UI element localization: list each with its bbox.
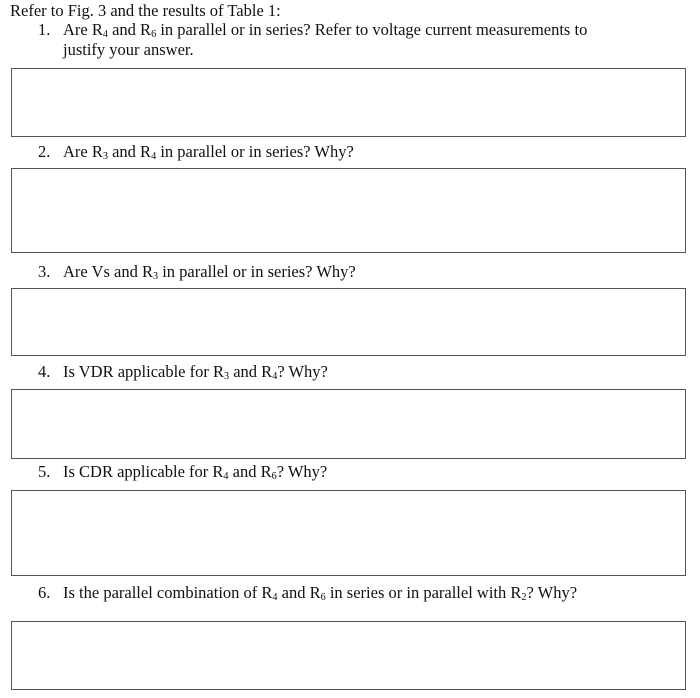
question-number: 5. [38,462,51,481]
question-text-line: Are $R_4$ and $R_6$ in parallel or in series? Refer to voltage current measurements to [63,20,588,41]
answer-box-3[interactable] [11,288,686,356]
answer-box-6[interactable] [11,621,686,690]
question-text: Is the parallel combination of $R_4$ and $R_6$ in series or in parallel with $R_2$? Why? [63,583,578,604]
question-number: 3. [38,262,51,281]
answer-box-1[interactable] [11,68,686,137]
question-text-line: justify your answer. [63,40,194,59]
answer-box-2[interactable] [11,168,686,253]
question-text [63,20,648,60]
question-text: Are Vs and $R_3$ in parallel or in series? Why? [63,262,356,283]
answer-box-5[interactable] [11,490,686,576]
answer-box-4[interactable] [11,389,686,459]
question-text: Is CDR applicable for $R_4$ and $R_6$? Why? [63,462,328,483]
question-text: Are $R_3$ and $R_4$ in parallel or in series? Why? [63,142,354,163]
question-number: 6. [38,583,51,602]
question-number: 1. [38,20,51,39]
question-text: Is VDR applicable for $R_3$ and $R_4$? Why? [63,362,328,383]
question-number: 2. [38,142,51,161]
question-number: 4. [38,362,51,381]
instructions-heading: Refer to Fig. 3 and the results of Table 1: [10,1,281,20]
